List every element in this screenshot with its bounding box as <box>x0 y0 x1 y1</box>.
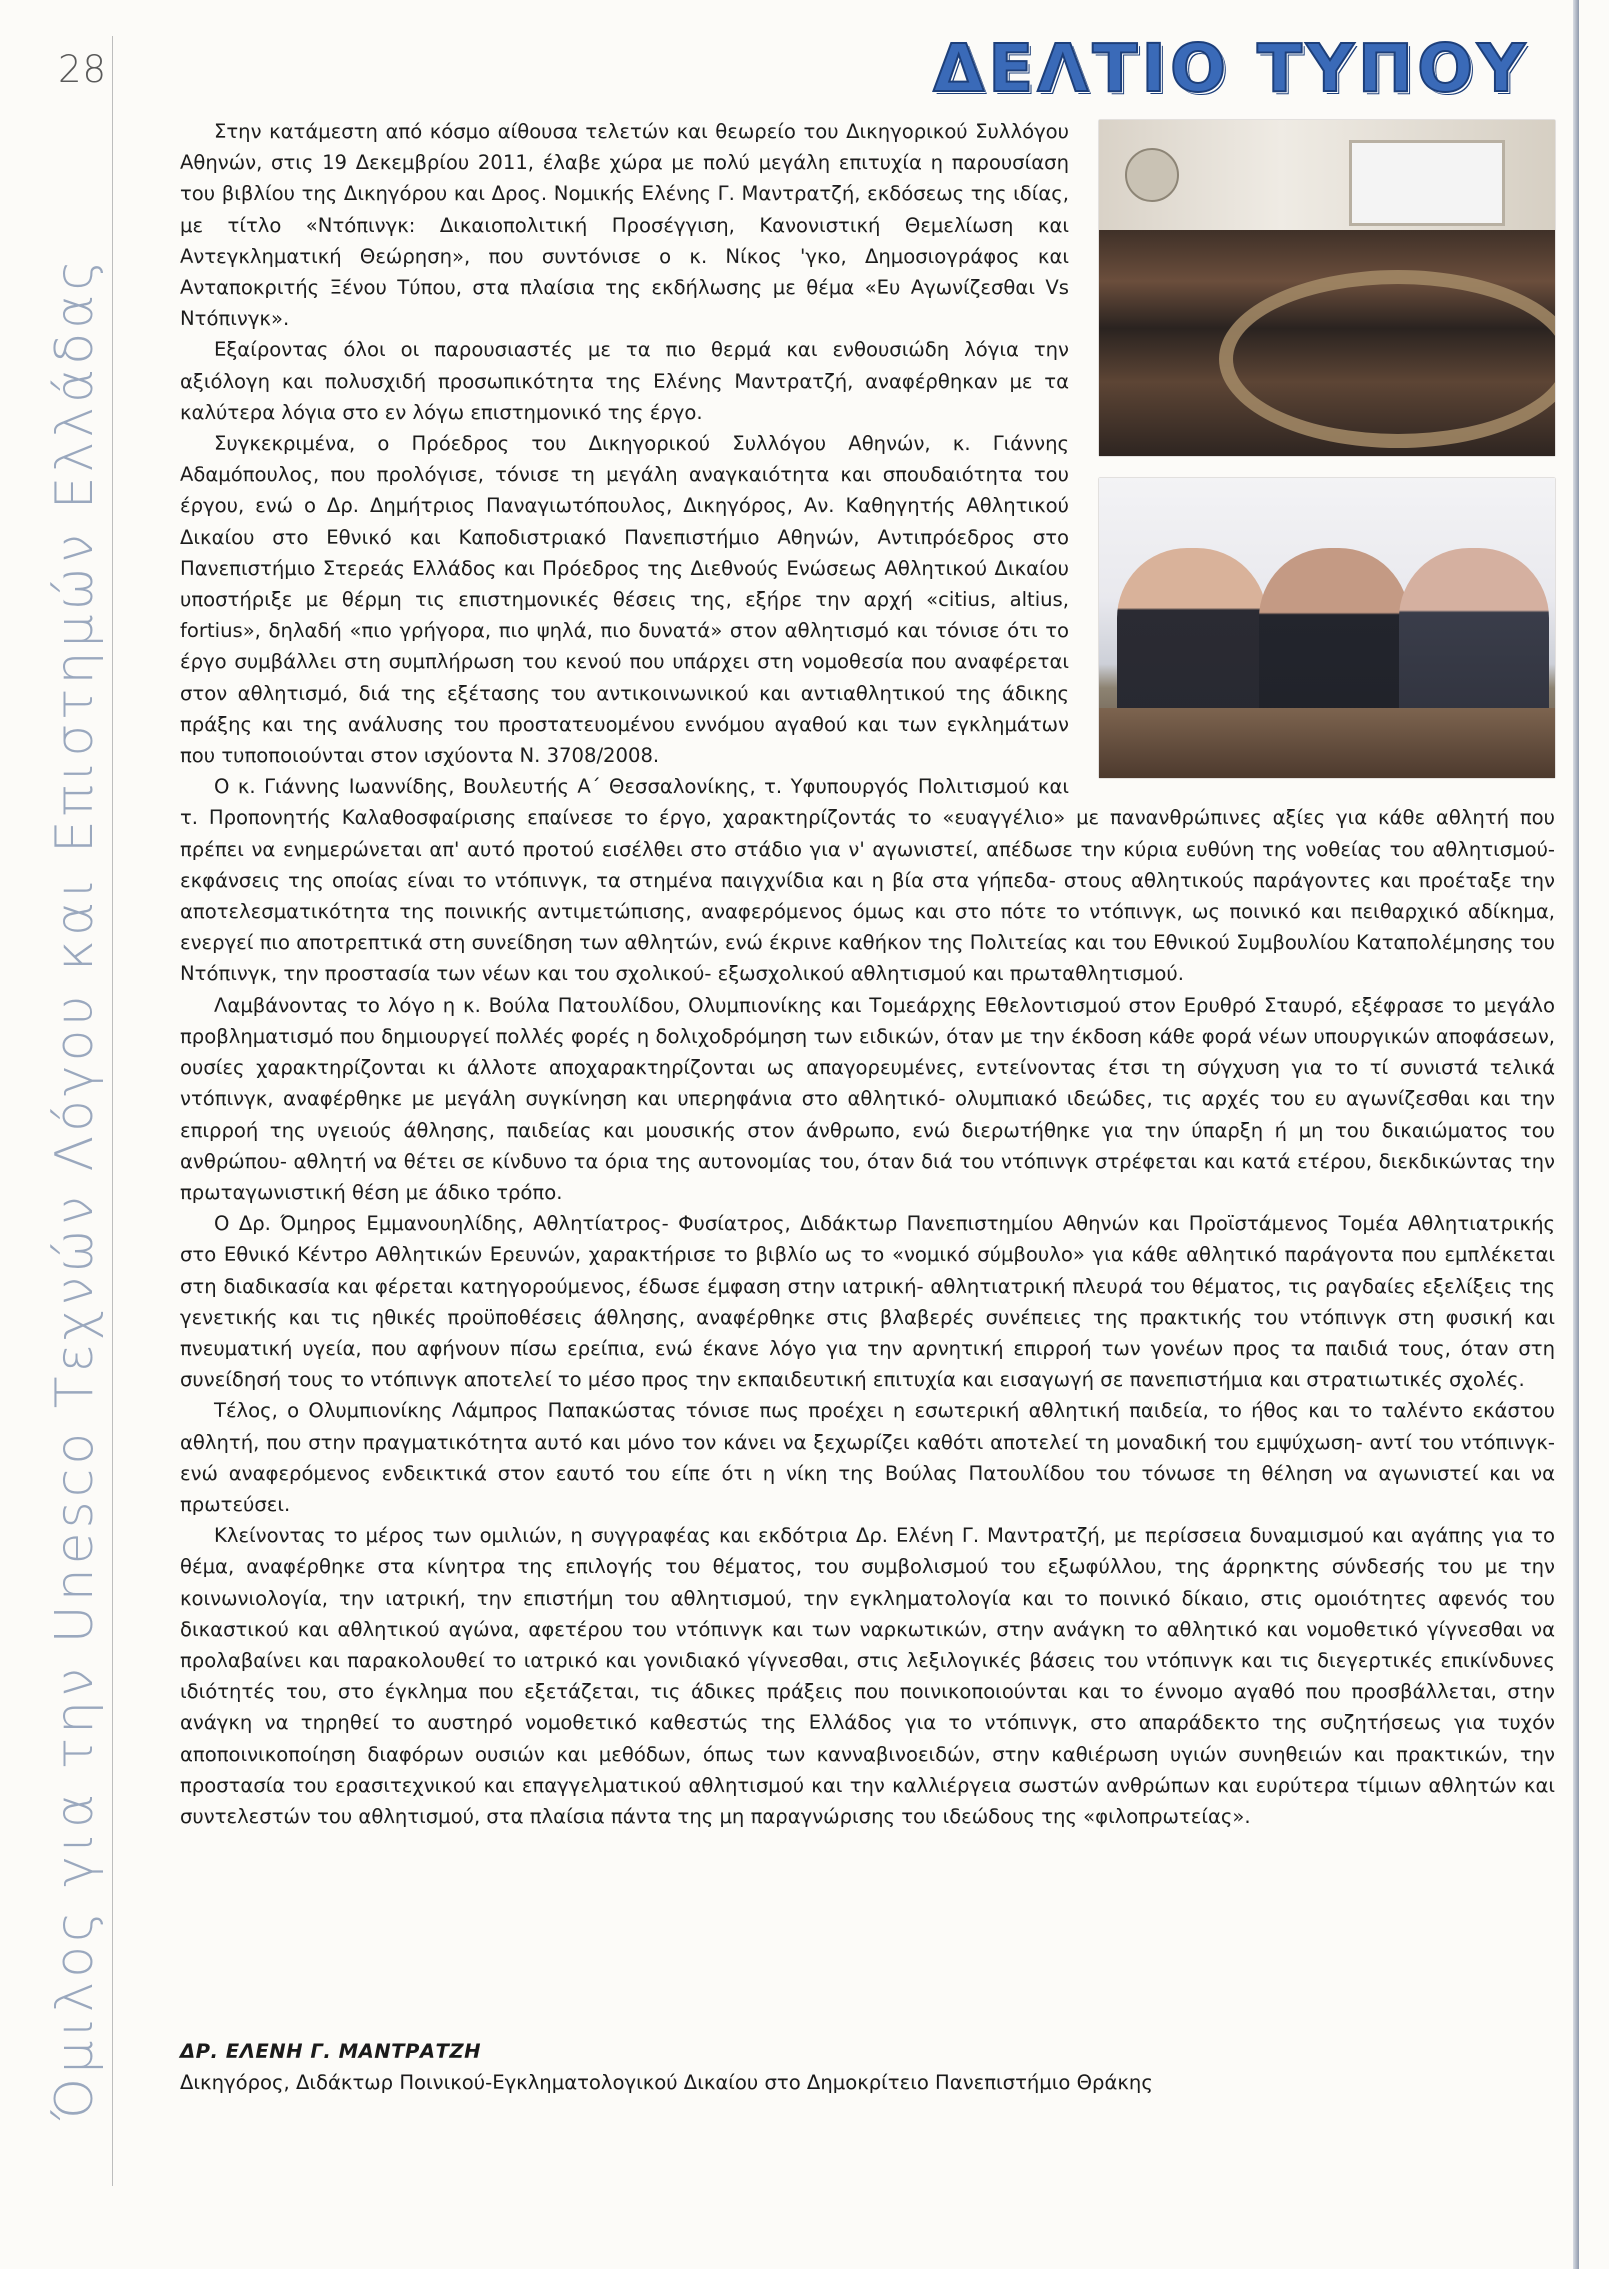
article-paragraph: Λαμβάνοντας το λόγο η κ. Βούλα Πατουλίδου, Ολυμπιονίκης και Τομεάρχης Εθελοντισμού στον Ερυθρό Σταυρό, εξέφρασε το μεγάλο προβληματισμό που δημιουργεί πολλές φορές η δολιχοδρόμηση των ειδικών, όταν με την έκδοση κάθε φορά νέων υπουργικών αποφάσεων, ουσίες χαρακτηρίζονται κι άλλοτε αποχαρακτηρίζονται ως απαγορευμένες, εντείνοντας έτσι τη σύγχυση για το τί συνιστά τελικά ντόπινγκ, αναφέρθηκε με μεγάλη συγκίνηση και υπερηφάνια στο αθλητικό- ολυμπιακό ιδεώδες, τις αρχές του ευ αγωνίζεσθαι και την επιρροή της υγειούς άθλησης, παιδείας και μουσικής στον άνθρωπο, ενώ διερωτήθηκε για την ύπαρξη ή μη του δικαιώματος του ανθρώπου- αθλητή να θέτει σε κίνδυνο τα όρια της αυτονομίας του, όταν διά του ντόπινγκ στρέφεται και κατά ετέρου, διεκδικώντας την πρωταγωνιστική θέση με άδικο τρόπο. <box>180 993 1555 1204</box>
photo-column <box>1099 120 1555 778</box>
speakers-panel-photo <box>1099 478 1555 778</box>
article-paragraph: Ο Δρ. Όμηρος Εμμανουηλίδης, Αθλητίατρος- Φυσίατρος, Διδάκτωρ Πανεπιστημίου Αθηνών και Προϊστάμενος Τομέα Αθλητιατρικής στο Εθνικό Κέντρο Αθλητικών Ερευνών, χαρακτήρισε το βιβλίο ως το «νομικό σύμβουλο» για κάθε αθλητικό παράγοντα που εμπλέκεται στη διαδικασία και φέρεται κατηγορούμενος, έδωσε έμφαση στην ιατρική- αθλητιατρική πλευρά του θέματος, τις ραγδαίες εξελίξεις της γενετικής και τις ηθικές προϋποθέσεις άθλησης, αναφέρθηκε στις βλαβερές συνέπειες της πρακτικής του ντόπινγκ στη φυσική και πνευματική υγεία, που αφήνουν πίσω ερείπια, ενώ έκανε λόγο για την αρνητική επιρροή των γονέων προς τα παιδιά τους, όταν στη συνείδησή τους το ντόπινγκ αποτελεί το μέσο προς την εκπαιδευτική επιτυχία και εισαγωγή σε πανεπιστήμια και στρατιωτικές σχολές. <box>180 1212 1555 1392</box>
conference-hall-photo <box>1099 120 1555 456</box>
page-edge-bar <box>1573 0 1579 2269</box>
article-paragraph: Ο κ. Γιάννης Ιωαννίδης, Βουλευτής Α΄ Θεσσαλονίκης, τ. Υφυπουργός Πολιτισμού και τ. Προπονητής Καλαθοσφαίρισης επαίνεσε το έργο, χαρακτηρίζοντάς το «ευαγγέλιο» με πανανθρώπινες αξίες για κάθε αθλητή που πρέπει να ενημερώνεται απ' αυτό προτού εισέλθει στο στάδιο για ν' αγωνιστεί, απέδωσε την κύρια ευθύνη της νοθείας του αθλητισμού- εκφάνσεις της οποίας είναι το ντόπινγκ, τα στημένα παιγχνίδια και η βία στα γήπεδα- στους αθλητικούς παράγοντες και προέταξε την αποτελεσματικότητα της ποινικής αντιμετώπισης, αναφερόμενος όμως και στο πότε το ντόπινγκ, ως ποινικό και πειθαρχικό αδίκημα, ενεργεί πιο αποτρεπτικά στη συνείδηση των αθλητών, ενώ έκρινε καθήκον της Πολιτείας και του Εθνικού Συμβουλίου Καταπολέμησης του Ντόπινγκ, την προστασία των νέων και του σχολικού- εξωσχολικού αθλητισμού και πρωταθλητισμού. <box>180 775 1555 986</box>
emblem-icon <box>1125 148 1179 202</box>
article-paragraph: Εξαίροντας όλοι οι παρουσιαστές με τα πιο θερμά και ενθουσιώδη λόγια την αξιόλογη και πολυσχιδή προσωπικότητα της Ελένης Μαντρατζή, αναφέρθηκαν με τα καλύτερα λόγια στο εν λόγω επιστημονικό της έργο. <box>180 338 1069 424</box>
article-body <box>180 116 1555 1832</box>
article-paragraph: Τέλος, ο Ολυμπιονίκης Λάμπρος Παπακώστας τόνισε πως προέχει η εσωτερική αθλητική παιδεία, το ήθος και το ταλέντο εκάστου αθλητή, που στην πραγματικότητα αυτό και μόνο τον κάνει να ξεχωρίζει καθότι αποτελεί τη μοναδική του εμψύχωση- αντί του ντόπινγκ- ενώ αναφερόμενος ενδεικτικά στον εαυτό του είπε ότι η νίκη της Βούλας Πατουλίδου του τόνωσε τη θέληση να αγωνιστεί και να πρωτεύσει. <box>180 1399 1555 1516</box>
oval-table <box>1219 270 1555 448</box>
article-paragraph: Κλείνοντας το μέρος των ομιλιών, η συγγραφέας και εκδότρια Δρ. Ελένη Γ. Μαντρατζή, με περίσσεια δυναμισμού και αγάπης για το θέμα, αναφέρθηκε στα κίνητρα της επιλογής του θέματος, του συμβολισμού του εξωφύλλου, της άρρηκτης σύνδεσής του με την κοινωνιολογία, την ιατρική, την επιστήμη του αθλητισμού, την εγκληματολογία και το ποινικό δίκαιο, στις ομοιότητες αφενός του δικαστικού και αθλητικού αγώνα, αφετέρου του ντόπινγκ και των ναρκωτικών, στην ανάγκη το αθλητικό και νομοθετικό γίγνεσθαι να προλαβαίνει και παρακολουθεί το ιατρικό και γονιδιακό γίγνεσθαι, στις λεξιλογικές βάσεις του ντόπινγκ και τις διεγερτικές επικίνδυνες ιδιότητές του, στο έγκλημα που εξετάζεται, τις άδικες πράξεις που ποινικοποιούνται και το έννομο αγαθό που προσβάλλεται, στην ανάγκη να τηρηθεί το αυστηρό νομοθετικό καθεστώς της Ελλάδος για το ντόπινγκ, στο απαράδεκτο της συζητήσεως για τυχόν αποποινικοποίηση διαφόρων ουσιών και μεθόδων, όπως των κανναβινοειδών, στην καθιέρωση υγιών συνηθειών και πρακτικών, την προστασία του ερασιτεχνικού και επαγγελματικού αθλητισμού και την καλλιέργεια σωστών ανθρώπων και ευρύτερα τίμιων αθλητών και συντελεστών του αθλητισμού, στα πλαίσια πάντα της μη παραγνώρισης του ιδεώδους της «φιλοπρωτείας». <box>180 1524 1555 1828</box>
article-paragraph: Συγκεκριμένα, ο Πρόεδρος του Δικηγορικού Συλλόγου Αθηνών, κ. Γιάννης Αδαμόπουλος, που προλόγισε, τόνισε τη μεγάλη αναγκαιότητα και σπουδαιότητα του έργου, ενώ ο Δρ. Δημήτριος Παναγιωτόπουλος, Δικηγόρος, Αν. Καθηγητής Αθλητικού Δικαίου στο Εθνικό και Καποδιστριακό Πανεπιστήμιο Αθηνών, Αντιπρόεδρος στο Πανεπιστήμιο Στερεάς Ελλάδος και Πρόεδρος της Διεθνούς Ενώσεως Αθλητικού Δικαίου υποστήριξε με θέρμη τις επιστημονικές θέσεις της, εξήρε την αρχή «citius, altius, fortius», δηλαδή «πιο γρήγορα, πιο ψηλά, πιο δυνατά» στον αθλητισμό και τόνισε ότι το έργο συμβάλλει στη συμπλήρωση του κενού που υπάρχει στη νομοθεσία που αναφέρεται στον αθλητισμό, διά της εξέτασης του αντικοινωνικού και αντιαθλητικού της άδικης πράξης και της ανάλυσης του προστατευομένου εννόμου αγαθού και των εγκλημάτων που τυποποιούνται στον ισχύοντα Ν. 3708/2008. <box>180 432 1069 768</box>
author-role: Δικηγόρος, Διδάκτωρ Ποινικού-Εγκληματολογικού Δικαίου στο Δημοκρίτειο Πανεπιστήμιο Θράκης <box>180 2071 1153 2094</box>
panel-desk <box>1099 708 1555 778</box>
page-number: 28 <box>58 48 108 91</box>
author-signature <box>180 2040 1153 2094</box>
author-name: ΔΡ. ΕΛΕΝΗ Γ. ΜΑΝΤΡΑΤΖΗ <box>180 2040 482 2063</box>
sidebar-divider <box>112 36 113 2186</box>
article-paragraph: Στην κατάμεστη από κόσμο αίθουσα τελετών και θεωρείο του Δικηγορικού Συλλόγου Αθηνών, στις 19 Δεκεμβρίου 2011, έλαβε χώρα με πολύ μεγάλη επιτυχία η παρουσίαση του βιβλίου της Δικηγόρου και Δρος. Νομικής Ελένης Γ. Μαντρατζή, εκδόσεως της ιδίας, με τίτλο «Ντόπινγκ: Δικαιοπολιτική Προσέγγιση, Κανονιστική Θεμελίωση και Αντεγκληματική Θεώρηση», που συντόνισε ο κ. Νίκος 'γκο, Δημοσιογράφος και Ανταποκριτής Ξένου Τύπου, στα πλαίσια της εκδήλωσης με θέμα «Ευ Αγωνίζεσθαι Vs Ντόπινγκ». <box>180 120 1069 331</box>
projection-screen <box>1349 140 1505 226</box>
section-title: ΔΕΛΤΙΟ ΤΥΠΟΥ <box>933 30 1529 107</box>
sidebar-publication-title: Όμιλος για την Unesco Τεχνών Λόγου και Επιστημών Ελλάδας <box>45 256 105 2120</box>
